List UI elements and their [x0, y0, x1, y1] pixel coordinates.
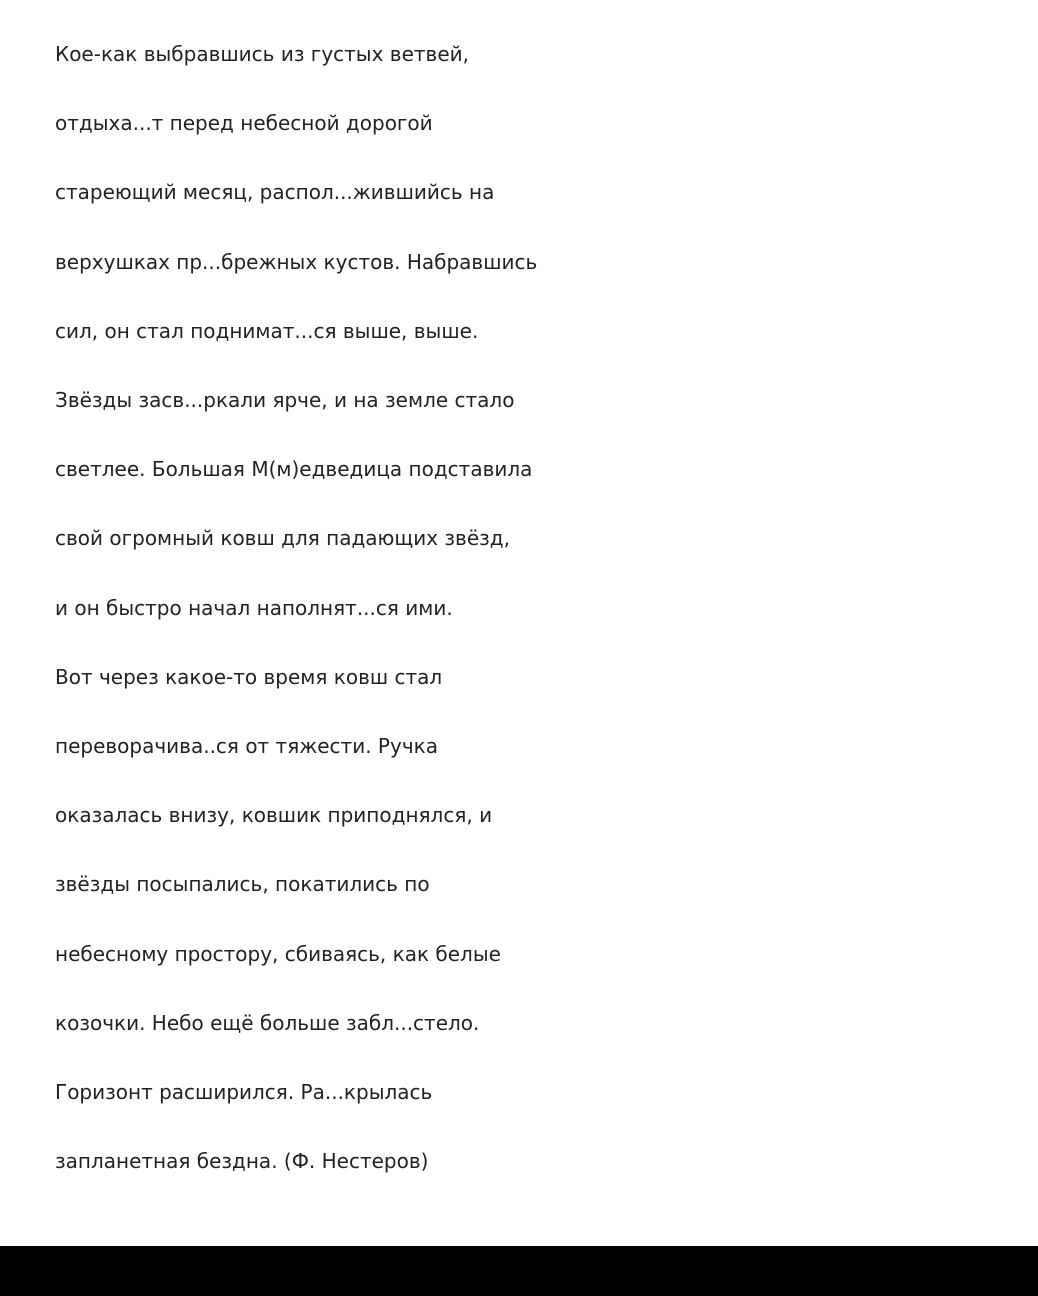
- text-line: сил, он стал поднимат...ся выше, выше.: [55, 318, 479, 343]
- text-line: оказалась внизу, ковшик приподнялся, и: [55, 803, 493, 828]
- text-line: небесному простору, сбиваясь, как белые: [55, 941, 501, 966]
- text-line: отдыха...т перед небесной дорогой: [55, 111, 433, 136]
- text-line: свой огромный ковш для падающих звёзд,: [55, 526, 510, 551]
- text-line: Вот через какое-то время ковш стал: [55, 664, 443, 689]
- text-line: Горизонт расширился. Ра...крылась: [55, 1080, 433, 1105]
- text-line: светлее. Большая М(м)едведица подставила: [55, 457, 533, 482]
- text-line: стареющий месяц, распол...жившийсь на: [55, 180, 495, 205]
- text-line: переворачива..ся от тяжести. Ручка: [55, 734, 438, 759]
- text-line: и он быстро начал наполнят...ся ими.: [55, 595, 453, 620]
- text-line: звёзды посыпались, покатились по: [55, 872, 430, 897]
- text-line: Кое-как выбравшись из густых ветвей,: [55, 42, 469, 66]
- text-line: козочки. Небо ещё больше забл...стело.: [55, 1010, 480, 1035]
- text-line: Звёзды засв...ркали ярче, и на земле стало: [55, 388, 515, 413]
- text-passage: [55, 20, 1035, 1196]
- text-line: верхушках пр...брежных кустов. Набравшись: [55, 249, 538, 274]
- bottom-black-bar: [0, 1246, 1038, 1296]
- text-line: запланетная бездна. (Ф. Нестеров): [55, 1149, 429, 1174]
